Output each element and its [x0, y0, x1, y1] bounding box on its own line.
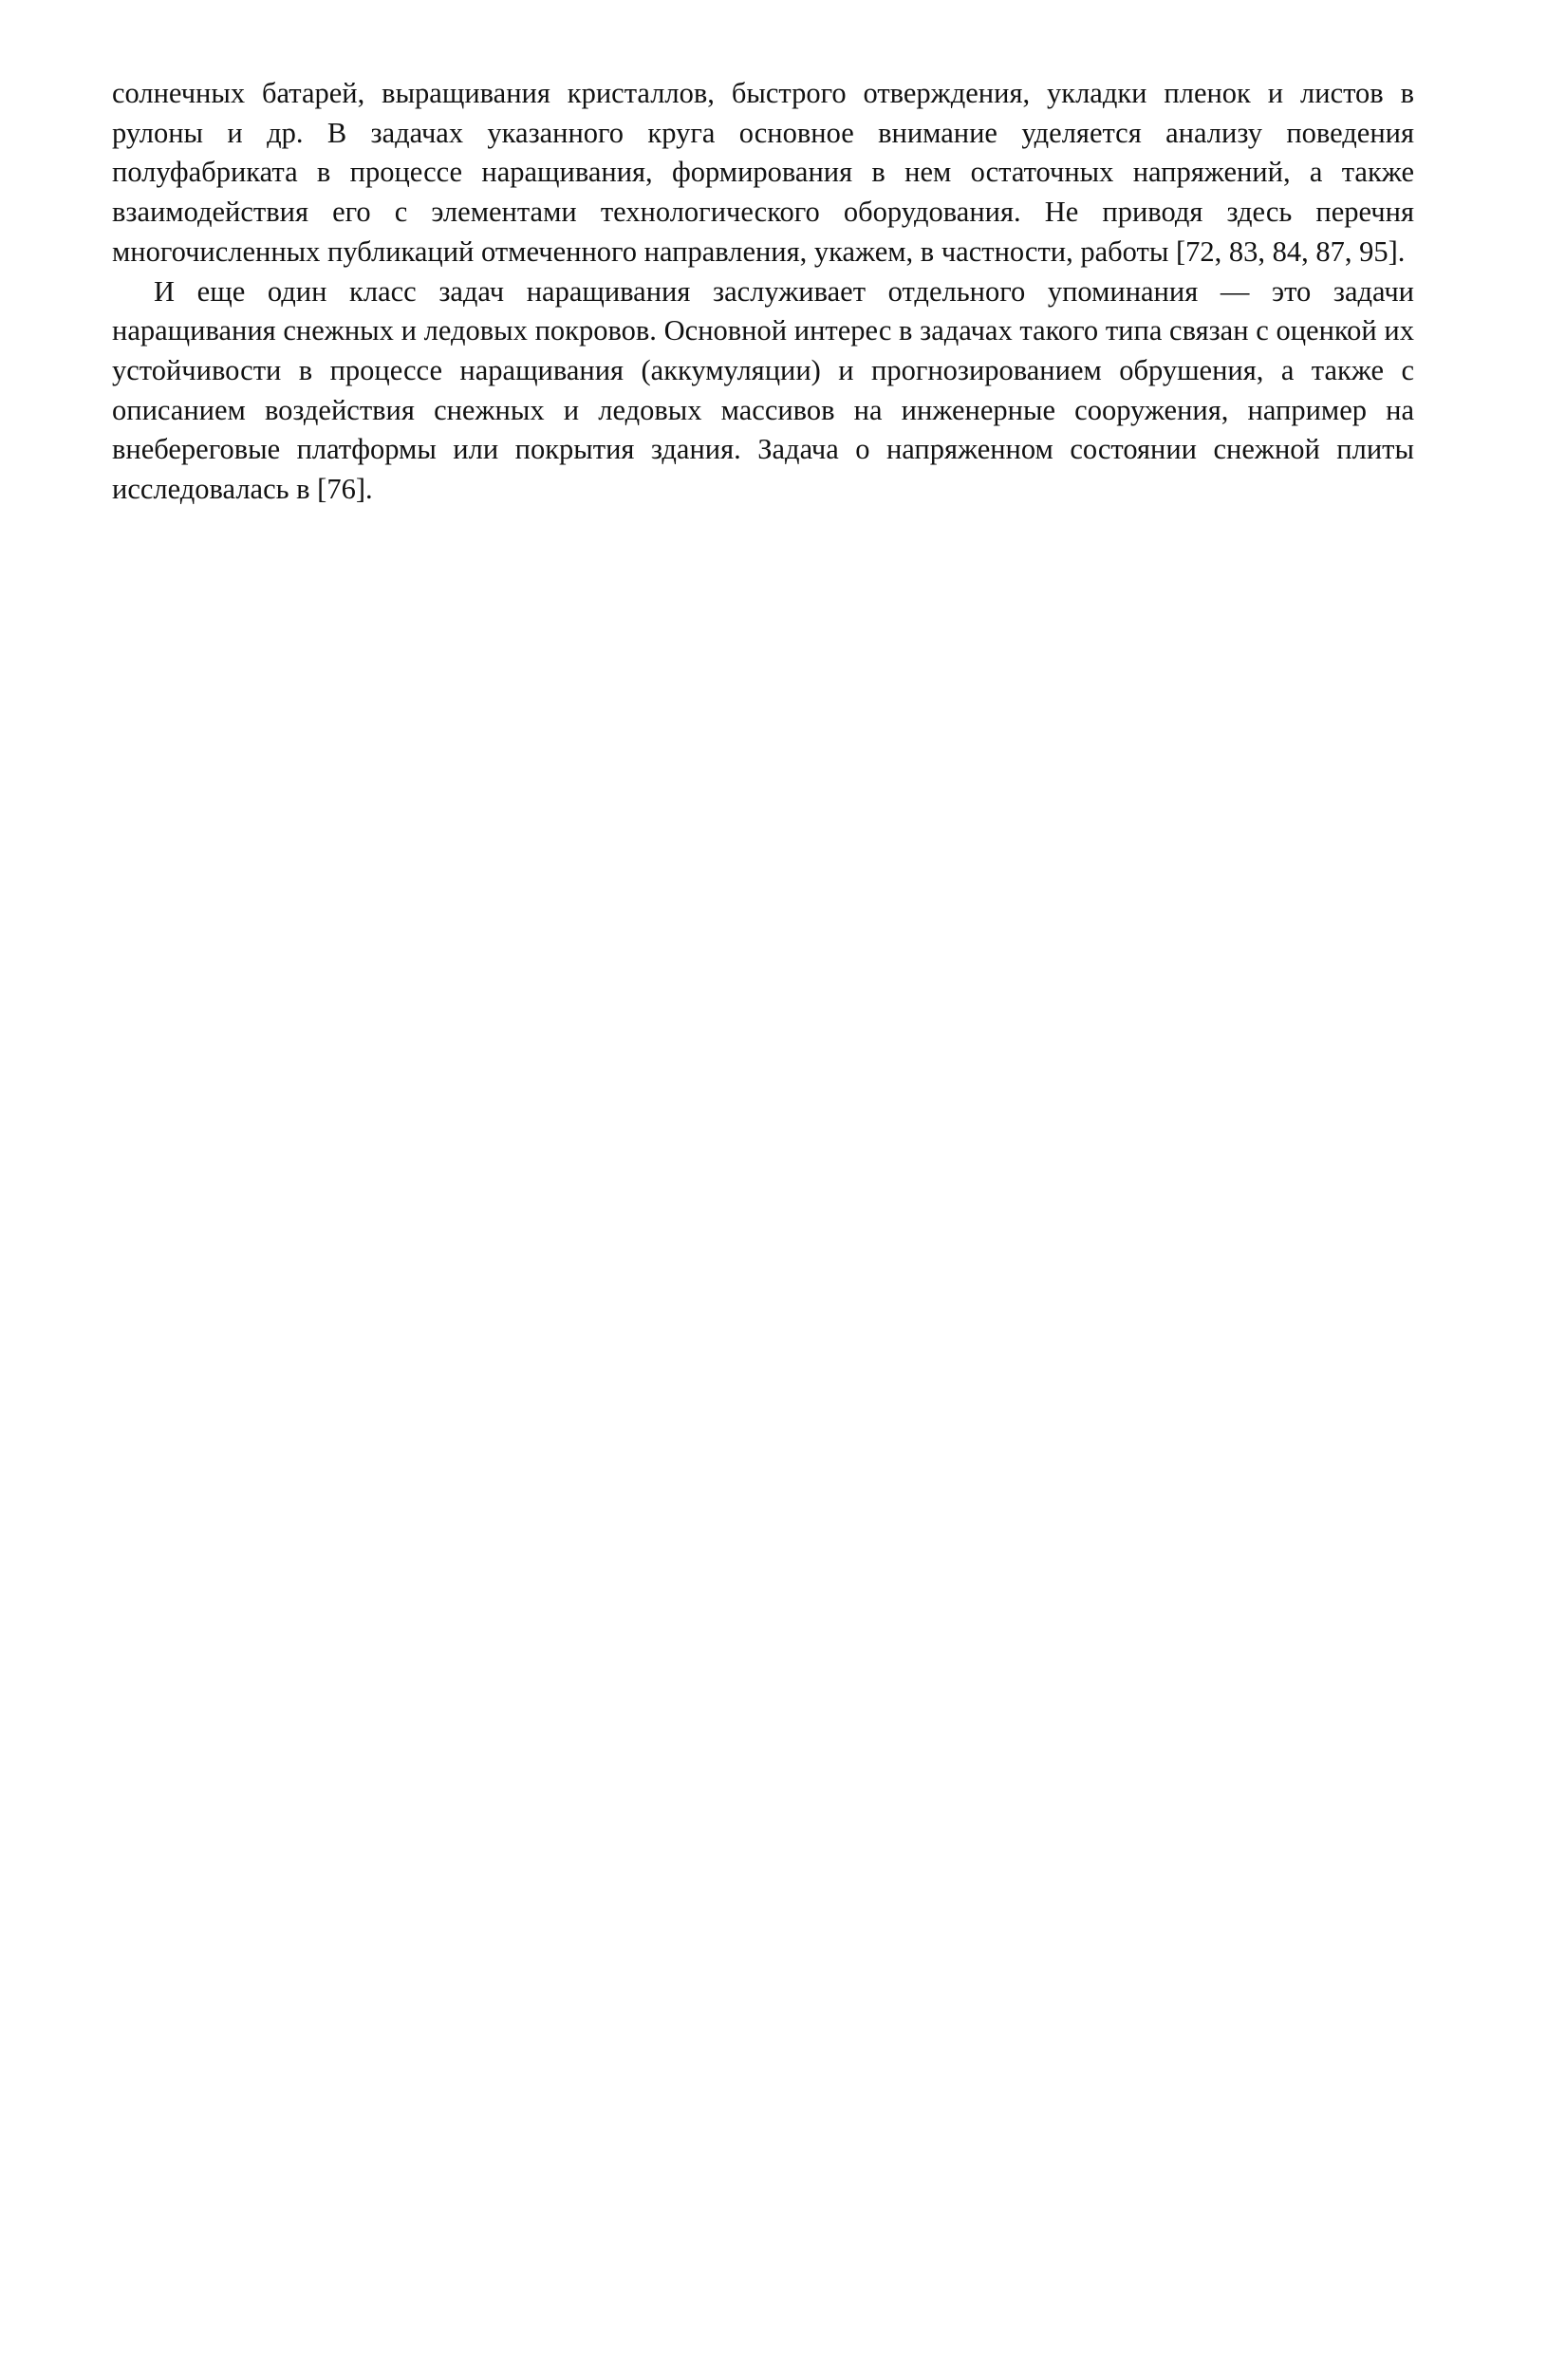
paragraph-1: солнечных батарей, выращивания кристаллов, быстрого отверждения, укладки пленок и листов в рулоны и др. В задачах указанного круга основное внимание уделяется анализу поведения полуфабриката в процессе наращивания, формирования в нем остаточных напряжений, а также взаимодействия его с элементами технологического оборудования. Не приводя здесь перечня многочисленных публикаций отмеченного направления, укажем, в частности, работы [72, 83, 84, 87, 95].	[112, 77, 1414, 268]
page-text-body	[112, 74, 1414, 510]
paragraph-2: И еще один класс задач наращивания заслуживает отдельного упоминания — это задачи наращивания снежных и ледовых покровов. Основной интерес в задачах такого типа связан с оценкой их устойчивости в процессе наращивания (аккумуляции) и прогнозированием обрушения, а также с описанием воздействия снежных и ледовых массивов на инженерные сооружения, например на внебереговые платформы или покрытия здания. Задача о напряженном состоянии снежной плиты исследовалась в [76].	[112, 274, 1414, 506]
